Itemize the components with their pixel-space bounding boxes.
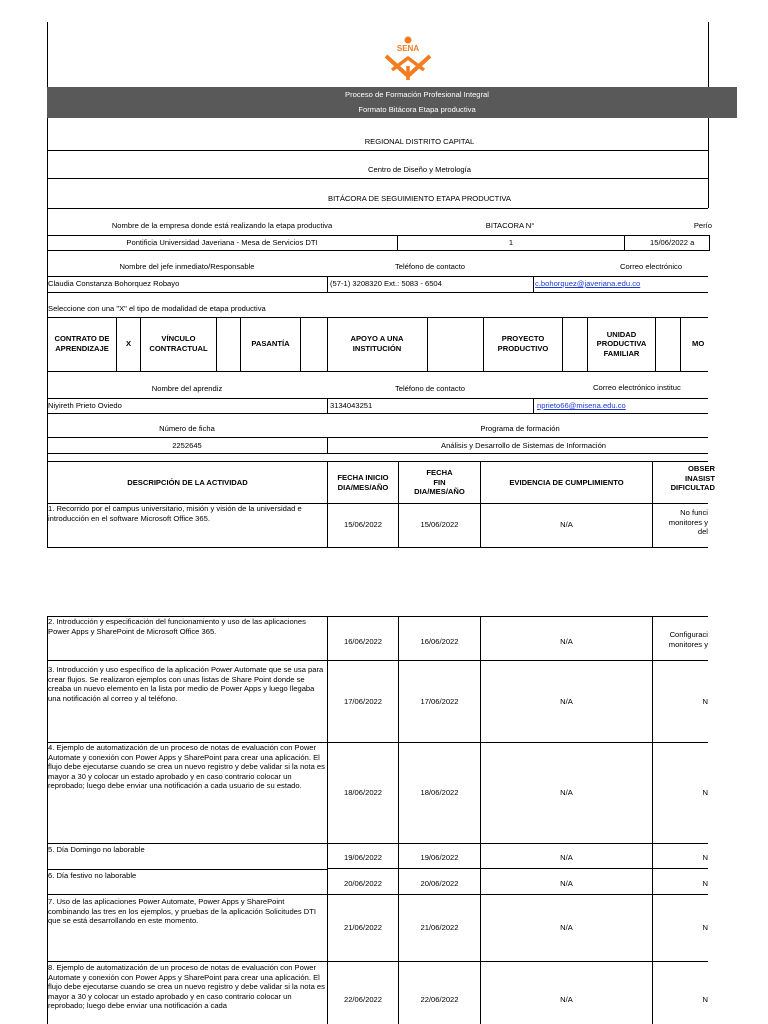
title-line-1: Proceso de Formación Profesional Integral bbox=[345, 90, 489, 100]
activity-5-fin: 19/06/2022 bbox=[420, 853, 459, 863]
periodo-value: 15/06/2022 a bbox=[650, 238, 695, 247]
activity-6-fin: 20/06/2022 bbox=[420, 879, 459, 889]
divider bbox=[47, 413, 708, 414]
empresa-value: Pontificia Universidad Javeriana - Mesa de Servicios DTI bbox=[126, 238, 318, 248]
activity-5-observacion: N bbox=[702, 853, 708, 862]
activity-4-desc: 4. Ejemplo de automatización de un proceso de notas de evaluación con Power Automate y conexión con Power Apps y SharePoint para crear una aplicación. El flujo debe ejecutarse cuando se crea un nuevo registro y debe validar si la nota es mayor a 30 y colocar un estado aprobado y en caso contrario colocar un reprobado; luego debe enviar una notificación a cada usuario de su estado. bbox=[48, 743, 325, 791]
divider bbox=[624, 235, 625, 251]
activity-5-inicio: 19/06/2022 bbox=[343, 853, 382, 863]
activity-3-desc: 3. Introducción y uso específico de la aplicación Power Automate que se usa para crear flujos. Se realizaron ejemplos con unas listas de Share Point donde se creaba un nuevo elemento en la lista por medio de Power Apps y luego llegaba una notificación al correo y al teléfono. bbox=[48, 665, 324, 703]
activity-4-observacion: N bbox=[702, 788, 708, 797]
header-fecha-fin-3: DIA/MES/AÑO bbox=[414, 487, 465, 497]
header-descripcion: DESCRIPCIÓN DE LA ACTIVIDAD bbox=[127, 477, 248, 487]
divider bbox=[47, 208, 708, 209]
activity-1-observacion bbox=[653, 508, 708, 537]
divider bbox=[47, 453, 708, 454]
aprendiz-correo-label: Correo electrónico instituc bbox=[593, 383, 681, 392]
divider bbox=[300, 317, 301, 371]
activity-1-inicio: 15/06/2022 bbox=[343, 520, 382, 530]
activity-2-obs-2: monitores y bbox=[668, 639, 708, 649]
activity-4-fin: 18/06/2022 bbox=[420, 788, 459, 798]
activity-8-observacion: N bbox=[702, 995, 708, 1004]
activity-3-fin: 17/06/2022 bbox=[420, 696, 459, 706]
activity-2-desc: 2. Introducción y especificación del funcionamiento y uso de las aplicaciones Power Apps y SharePoint de Microsoft Office 365. bbox=[48, 617, 306, 636]
divider bbox=[655, 317, 656, 371]
activity-1-obs-1: No funci bbox=[680, 508, 708, 517]
activity-8-desc: 8. Ejemplo de automatización de un proceso de notas de evaluación con Power Automate y conexión con Power Apps y SharePoint para crear una aplicación. El flujo debe ejecutarse cuando se crea un nuevo registro y debe validar si la nota es mayor a 30 y colocar un estado aprobado y en caso contrario colocar un reprobado; luego debe enviar una notificación a cada bbox=[48, 963, 325, 1011]
svg-text:SENA: SENA bbox=[396, 44, 420, 53]
sena-logo-icon bbox=[382, 36, 434, 82]
divider bbox=[47, 398, 708, 399]
aprendiz-telefono-label: Teléfono de contacto bbox=[394, 384, 466, 394]
option-proyecto: PROYECTO PRODUCTIVO bbox=[497, 334, 549, 353]
activity-5-evidencia: N/A bbox=[560, 853, 573, 863]
divider bbox=[327, 317, 328, 371]
activity-1-obs-3: del bbox=[697, 527, 708, 537]
header-fecha-fin-2: FIN bbox=[433, 477, 446, 487]
activity-7-evidencia: N/A bbox=[560, 923, 573, 933]
programa-label: Programa de formación bbox=[480, 424, 560, 434]
option-contrato-mark: X bbox=[125, 339, 132, 349]
jefe-correo-link[interactable]: c.bohorquez@javeriana.edu.co bbox=[535, 279, 641, 288]
activity-2-evidencia: N/A bbox=[560, 637, 573, 647]
divider bbox=[47, 292, 708, 293]
activity-4-evidencia: N/A bbox=[560, 788, 573, 798]
modalidad-label: Seleccione con una "X" el tipo de modalidad de etapa productiva bbox=[48, 304, 266, 313]
header-obs-2: INASIST bbox=[685, 473, 715, 483]
divider bbox=[47, 150, 708, 151]
divider bbox=[47, 276, 708, 277]
regional-label: REGIONAL DISTRITO CAPITAL bbox=[364, 136, 475, 146]
divider bbox=[47, 547, 708, 548]
activity-7-fin: 21/06/2022 bbox=[420, 923, 459, 933]
activity-1-fin: 15/06/2022 bbox=[420, 520, 459, 530]
frame-right-line bbox=[708, 22, 709, 87]
activity-2-fin: 16/06/2022 bbox=[420, 637, 459, 647]
activity-6-desc: 6. Día festivo no laborable bbox=[48, 871, 137, 880]
activity-3-observacion: N bbox=[702, 697, 708, 706]
aprendiz-correo-link[interactable]: nprieto66@misena.edu.co bbox=[537, 401, 626, 410]
jefe-telefono-label: Teléfono de contacto bbox=[394, 262, 466, 272]
periodo-label: Perío bbox=[693, 221, 712, 230]
activity-6-evidencia: N/A bbox=[560, 879, 573, 889]
activity-3-evidencia: N/A bbox=[560, 696, 573, 706]
activity-8-fin: 22/06/2022 bbox=[420, 995, 459, 1005]
jefe-label: Nombre del jefe inmediato/Responsable bbox=[119, 262, 255, 272]
jefe-correo-label: Correo electrónico bbox=[620, 262, 683, 271]
activity-7-desc: 7. Uso de las aplicaciones Power Automate, Power Apps y SharePoint combinando las tres en los ejemplos, y pruebas de la aplicación Solicitudes DTI que se está desarrollando en este momento. bbox=[48, 897, 317, 926]
centro-label: Centro de Diseño y Metrología bbox=[368, 164, 471, 174]
ficha-label: Número de ficha bbox=[159, 424, 215, 434]
option-apoyo: APOYO A UNA INSTITUCIÓN bbox=[350, 334, 404, 353]
sena-logo bbox=[382, 36, 434, 82]
activity-1-obs-2: monitores y bbox=[668, 517, 708, 527]
divider bbox=[47, 371, 708, 372]
aprendiz-value: Niyireth Prieto Oviedo bbox=[48, 401, 122, 410]
activity-4-inicio: 18/06/2022 bbox=[343, 788, 382, 798]
activity-8-evidencia: N/A bbox=[560, 995, 573, 1005]
activity-8-inicio: 22/06/2022 bbox=[343, 995, 382, 1005]
divider bbox=[652, 616, 653, 1024]
option-contrato: CONTRATO DE APRENDIZAJE bbox=[54, 334, 110, 353]
header-obs-1: OBSER bbox=[687, 464, 715, 473]
divider bbox=[327, 276, 328, 292]
activity-2-obs-1: Configuraci bbox=[669, 630, 708, 639]
activity-7-inicio: 21/06/2022 bbox=[343, 923, 382, 933]
header-observaciones bbox=[655, 464, 715, 493]
divider bbox=[216, 317, 217, 371]
activity-3-inicio: 17/06/2022 bbox=[343, 696, 382, 706]
divider bbox=[427, 317, 428, 371]
option-mo: MO bbox=[692, 339, 705, 348]
header-evidencia: EVIDENCIA DE CUMPLIMIENTO bbox=[509, 477, 624, 487]
divider bbox=[47, 437, 708, 438]
bitacora-number-value: 1 bbox=[508, 238, 514, 248]
activity-1-desc: 1. Recorrido por el campus universitario, misión y visión de la universidad e introducción en el software Microsoft Office 365. bbox=[48, 504, 302, 523]
aprendiz-telefono-value: 3134043251 bbox=[330, 401, 373, 410]
activity-2-inicio: 16/06/2022 bbox=[343, 637, 382, 647]
activity-1-evidencia: N/A bbox=[560, 520, 573, 530]
activity-6-observacion: N bbox=[702, 879, 708, 888]
divider bbox=[533, 276, 534, 292]
divider bbox=[47, 869, 328, 870]
header-fecha-inicio: FECHA INICIO DIA/MES/AÑO bbox=[337, 472, 389, 492]
divider bbox=[327, 398, 328, 413]
divider bbox=[47, 843, 708, 844]
divider bbox=[533, 398, 534, 413]
ficha-value: 2252645 bbox=[172, 440, 202, 450]
bitacora-title: BITÁCORA DE SEGUIMIENTO ETAPA PRODUCTIVA bbox=[328, 193, 511, 203]
activity-5-desc: 5. Día Domingo no laborable bbox=[48, 845, 145, 854]
jefe-value: Claudia Constanza Bohorquez Robayo bbox=[48, 279, 180, 288]
title-line-2: Formato Bitácora Etapa productiva bbox=[358, 105, 476, 115]
jefe-telefono-value: (57-1) 3208320 Ext.: 5083 - 6504 bbox=[330, 279, 442, 288]
divider bbox=[47, 961, 708, 962]
option-vinculo: VÍNCULO CONTRACTUAL bbox=[149, 334, 208, 353]
activity-2-observacion bbox=[653, 630, 708, 649]
option-unidad: UNIDAD PRODUCTIVA FAMILIAR bbox=[596, 329, 647, 358]
empresa-label: Nombre de la empresa donde está realizando la etapa productiva bbox=[111, 221, 333, 231]
title-bar bbox=[47, 87, 737, 118]
aprendiz-label: Nombre del aprendiz bbox=[151, 384, 223, 394]
programa-value: Análisis y Desarrollo de Sistemas de Información bbox=[441, 440, 607, 450]
header-obs-3: DIFICULTAD bbox=[670, 483, 715, 493]
divider bbox=[680, 317, 681, 371]
option-pasantia: PASANTÍA bbox=[251, 339, 290, 349]
activity-6-inicio: 20/06/2022 bbox=[343, 879, 382, 889]
header-fecha-fin bbox=[399, 468, 480, 497]
divider bbox=[327, 868, 708, 869]
activity-7-observacion: N bbox=[702, 923, 708, 932]
header-fecha-fin-1: FECHA bbox=[426, 468, 453, 477]
bitacora-number-label: BITACORA N° bbox=[485, 221, 535, 231]
divider bbox=[47, 178, 708, 179]
divider bbox=[562, 317, 563, 371]
